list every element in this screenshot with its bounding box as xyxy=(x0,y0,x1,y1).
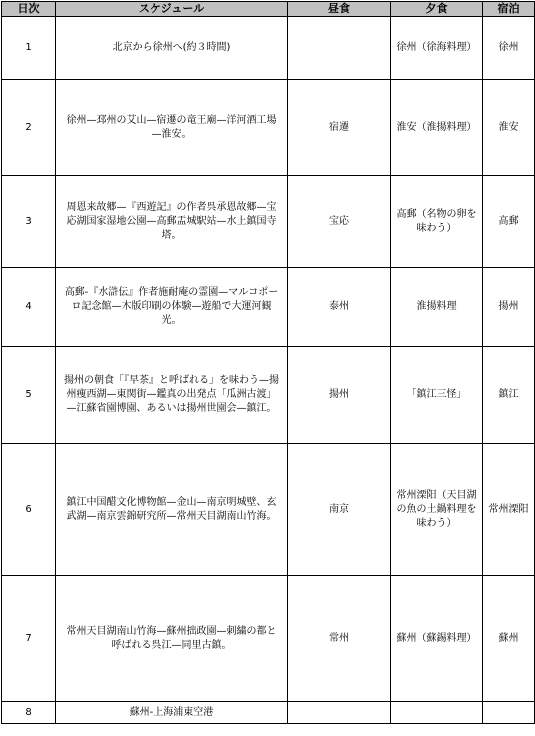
dinner-cell: 常州溧阳（天目湖の魚の土鍋料理を味わう） xyxy=(391,444,483,576)
lunch-cell: 宝応 xyxy=(288,176,391,268)
day-cell: 1 xyxy=(2,17,56,80)
dinner-cell: 高郵（名物の卵を味わう） xyxy=(391,176,483,268)
header-stay: 宿泊 xyxy=(483,2,535,17)
lunch-cell: 泰州 xyxy=(288,268,391,347)
table-row xyxy=(2,176,535,268)
lunch-cell: 南京 xyxy=(288,444,391,576)
day-cell: 3 xyxy=(2,176,56,268)
schedule-cell: 徐州—邳州の艾山—宿遷の竜王廟—洋河酒工場—淮安。 xyxy=(56,80,288,176)
day-cell: 8 xyxy=(2,702,56,724)
schedule-cell: 北京から徐州へ(約３時間) xyxy=(56,17,288,80)
day-cell: 5 xyxy=(2,347,56,444)
stay-cell: 蘇州 xyxy=(483,576,535,702)
dinner-cell: 蘇州（蘇錫料理） xyxy=(391,576,483,702)
stay-cell: 常州溧阳 xyxy=(483,444,535,576)
stay-cell: 徐州 xyxy=(483,17,535,80)
lunch-cell: 宿遷 xyxy=(288,80,391,176)
table-row xyxy=(2,17,535,80)
itinerary-table xyxy=(1,1,535,724)
dinner-cell: 「鎮江三怪」 xyxy=(391,347,483,444)
schedule-cell: 常州天目湖南山竹海—蘇州拙政園—刺繍の都と呼ばれる呉江—同里古鎮。 xyxy=(56,576,288,702)
table-row xyxy=(2,576,535,702)
day-cell: 7 xyxy=(2,576,56,702)
day-cell: 6 xyxy=(2,444,56,576)
header-schedule: スケジュール xyxy=(56,2,288,17)
lunch-cell xyxy=(288,17,391,80)
lunch-cell: 常州 xyxy=(288,576,391,702)
day-cell: 2 xyxy=(2,80,56,176)
stay-cell: 高郵 xyxy=(483,176,535,268)
table-row xyxy=(2,347,535,444)
schedule-cell: 鎮江中国醋文化博物館—金山—南京明城壁、玄武湖—南京雲錦研究所—常州天目湖南山竹海。 xyxy=(56,444,288,576)
stay-cell xyxy=(483,702,535,724)
schedule-cell: 揚州の朝食「『早茶』と呼ばれる」を味わう—揚州痩西湖—東関街—鑑真の出発点「瓜洲古渡」—江蘇省園博園、あるいは揚州世園会—鎮江。 xyxy=(56,347,288,444)
stay-cell: 淮安 xyxy=(483,80,535,176)
header-row xyxy=(2,2,535,17)
dinner-cell: 淮安（淮揚料理） xyxy=(391,80,483,176)
stay-cell: 揚州 xyxy=(483,268,535,347)
table-row xyxy=(2,444,535,576)
schedule-cell: 周恩来故郷—『西遊記』の作者呉承恩故郷—宝応湖国家湿地公園—高郵盂城駅站—水上鎮国寺塔。 xyxy=(56,176,288,268)
header-day: 日次 xyxy=(2,2,56,17)
header-dinner: 夕食 xyxy=(391,2,483,17)
dinner-cell: 徐州（徐海料理） xyxy=(391,17,483,80)
table-row xyxy=(2,80,535,176)
header-lunch: 昼食 xyxy=(288,2,391,17)
schedule-cell: 蘇州-上海浦東空港 xyxy=(56,702,288,724)
table-row xyxy=(2,268,535,347)
lunch-cell: 揚州 xyxy=(288,347,391,444)
dinner-cell xyxy=(391,702,483,724)
table-row xyxy=(2,702,535,724)
dinner-cell: 淮揚料理 xyxy=(391,268,483,347)
lunch-cell xyxy=(288,702,391,724)
schedule-cell: 高郵-『水滸伝』作者施耐庵の霊園—マルコポーロ記念館—木版印刷の体験—遊船で大運河観光。 xyxy=(56,268,288,347)
stay-cell: 鎮江 xyxy=(483,347,535,444)
day-cell: 4 xyxy=(2,268,56,347)
